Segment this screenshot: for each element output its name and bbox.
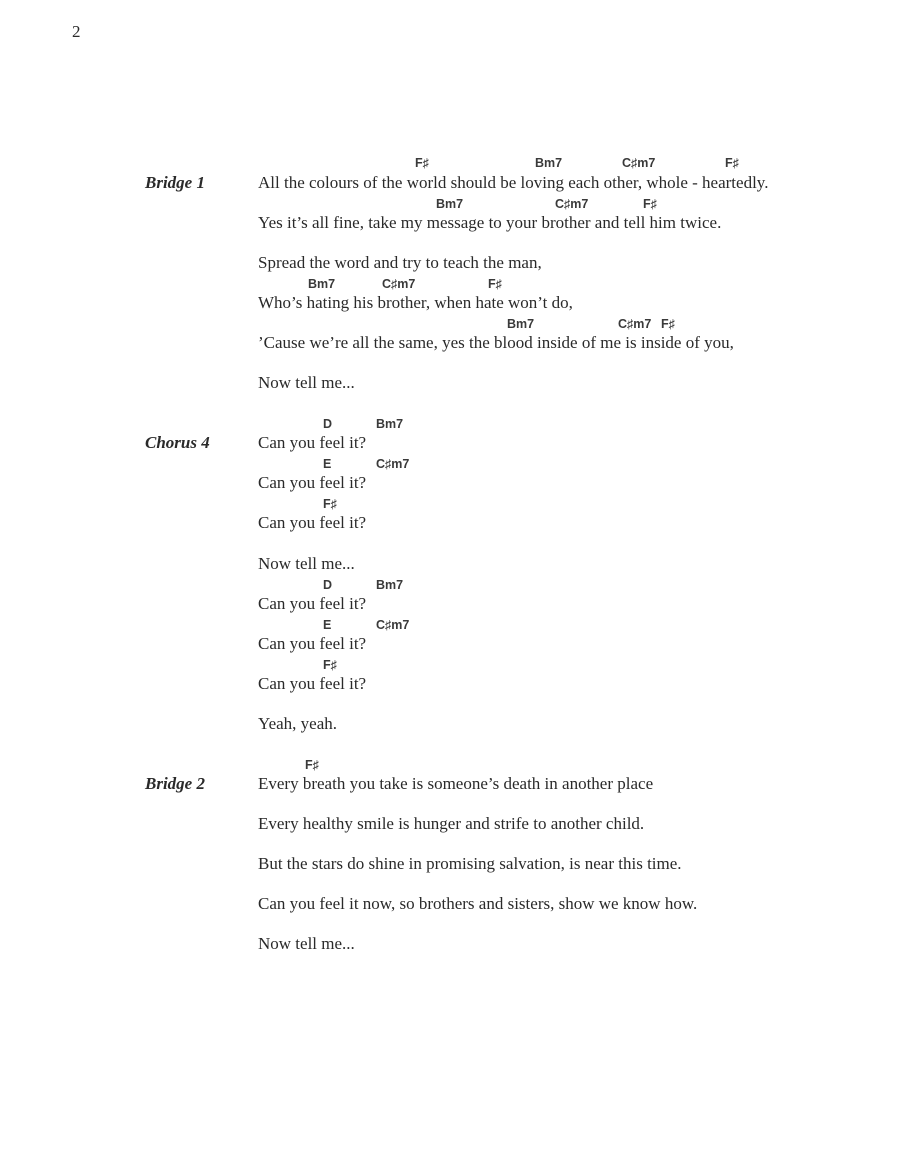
lyric-line: Can you feel it? <box>258 674 367 693</box>
lyric-line: Now tell me... <box>258 373 355 392</box>
chord: Bm7 <box>535 156 563 170</box>
lyric-line: Spread the word and try to teach the man, <box>258 253 542 272</box>
section-label-chorus-4: Chorus 4 <box>145 433 210 452</box>
lyric-line: All the colours of the world should be loving each other, whole - heartedly. <box>258 173 769 192</box>
lyric-line: Can you feel it? <box>258 473 367 492</box>
chord: E <box>323 457 332 471</box>
lyric-line: Yes it’s all fine, take my message to your brother and tell him twice. <box>258 213 722 232</box>
chord: C♯m7 <box>622 156 656 170</box>
chord: F♯ <box>725 156 739 170</box>
chord: C♯m7 <box>618 317 652 331</box>
lyric-line: But the stars do shine in promising salvation, is near this time. <box>258 854 682 873</box>
chord: C♯m7 <box>382 277 416 291</box>
chord: C♯m7 <box>376 457 410 471</box>
chord: F♯ <box>643 197 657 211</box>
lyric-line: Who’s hating his brother, when hate won’t do, <box>258 293 573 312</box>
lyric-line: Now tell me... <box>258 554 355 573</box>
chord: F♯ <box>305 758 319 772</box>
section-label-bridge-1: Bridge 1 <box>145 173 205 192</box>
chord: Bm7 <box>507 317 535 331</box>
lyric-line: Yeah, yeah. <box>258 714 338 733</box>
lyric-line: Can you feel it now, so brothers and sisters, show we know how. <box>258 894 698 913</box>
page-number: 2 <box>72 22 81 41</box>
lyric-line: Every breath you take is someone’s death in another place <box>258 774 654 793</box>
chord: F♯ <box>488 277 502 291</box>
lyric-line: Can you feel it? <box>258 433 367 452</box>
chord: Bm7 <box>376 417 404 431</box>
chord: E <box>323 618 332 632</box>
chord: D <box>323 578 333 592</box>
section-label-bridge-2: Bridge 2 <box>145 774 205 793</box>
lyric-line: Every healthy smile is hunger and strife to another child. <box>258 814 645 833</box>
chord: F♯ <box>323 497 337 511</box>
lyric-line: Can you feel it? <box>258 513 367 532</box>
chord: F♯ <box>323 658 337 672</box>
chord: C♯m7 <box>555 197 589 211</box>
lyric-line: Can you feel it? <box>258 634 367 653</box>
chord: F♯ <box>661 317 675 331</box>
chord: F♯ <box>415 156 429 170</box>
chord: Bm7 <box>436 197 464 211</box>
chord: Bm7 <box>308 277 336 291</box>
lyric-line: Can you feel it? <box>258 594 367 613</box>
chord: D <box>323 417 333 431</box>
lyric-line: ’Cause we’re all the same, yes the blood inside of me is inside of you, <box>258 333 734 352</box>
chord: Bm7 <box>376 578 404 592</box>
chord: C♯m7 <box>376 618 410 632</box>
lyric-line: Now tell me... <box>258 934 355 953</box>
